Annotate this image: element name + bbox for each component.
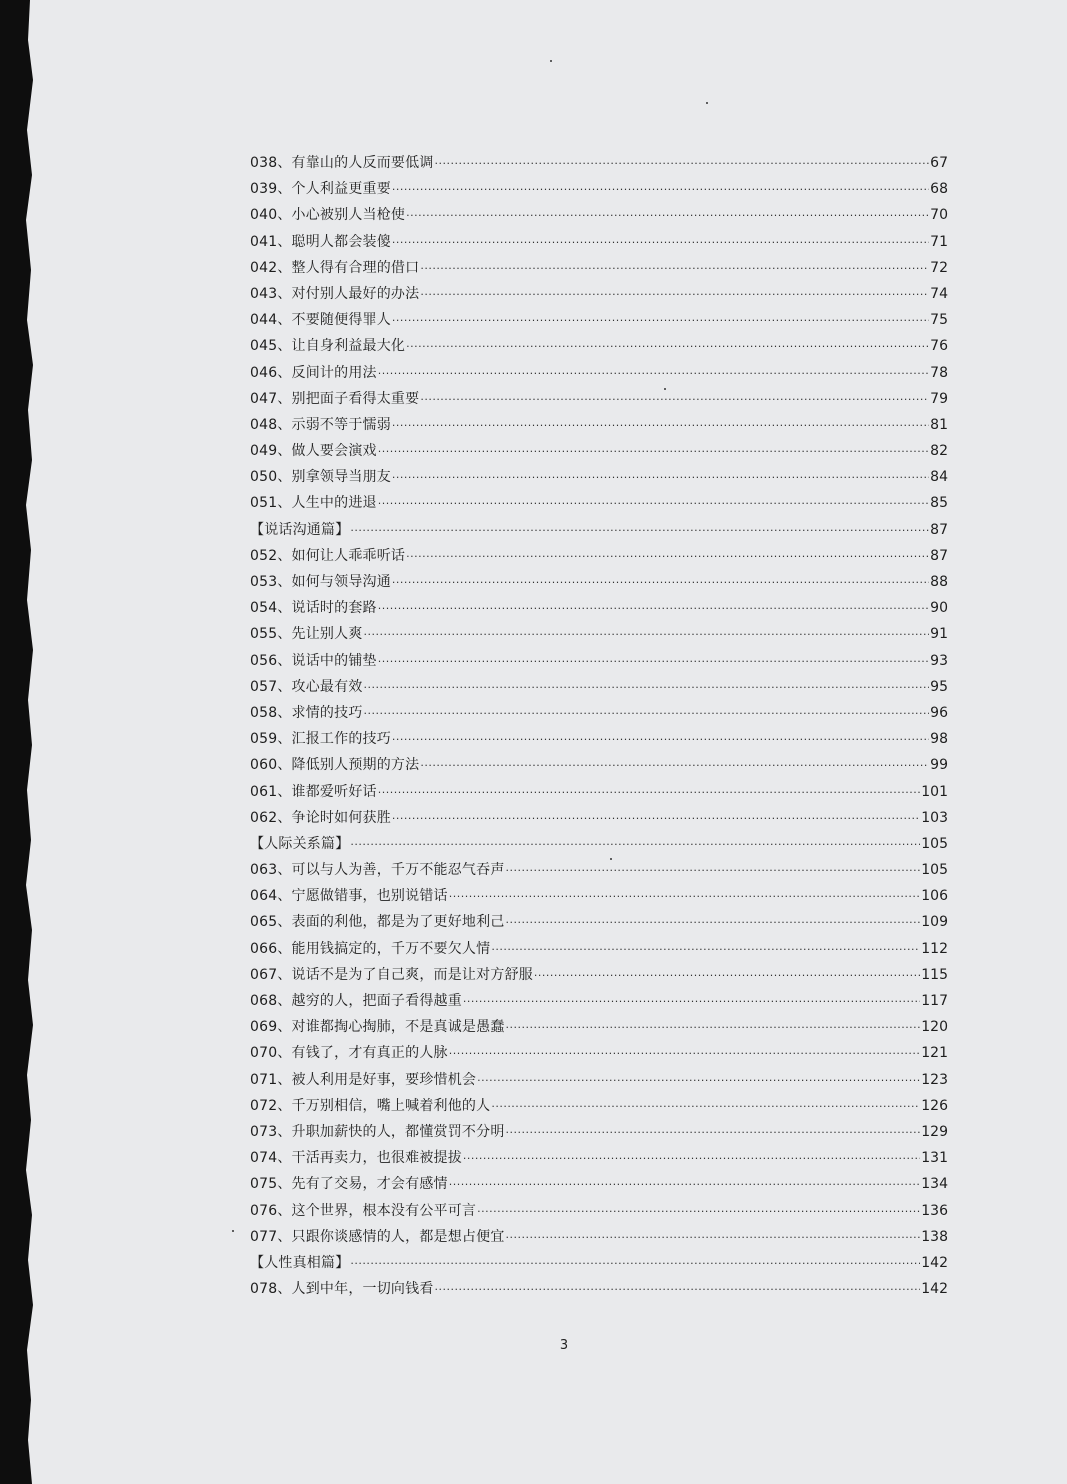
toc-entry-page: 75 [930,312,948,329]
toc-dot-leader [406,340,929,353]
toc-dot-leader [378,497,929,510]
toc-entry-title: 066、能用钱搞定的，千万不要欠人情 [250,940,491,957]
toc-entry [250,178,948,204]
toc-entry [250,1200,948,1226]
toc-dot-leader [378,602,929,615]
document-page [24,0,1067,1484]
toc-dot-leader [420,288,929,301]
toc-entry-title: 040、小心被别人当枪使 [250,207,406,224]
toc-dot-leader [449,890,921,903]
toc-entry-page: 117 [921,993,948,1009]
toc-dot-leader [449,1047,921,1060]
toc-entry-title: 042、整人得有合理的借口 [250,259,420,276]
toc-dot-leader [406,550,929,563]
toc-entry [250,231,948,257]
toc-entry [250,1042,948,1068]
toc-dot-leader [506,1021,921,1034]
toc-entry-page: 93 [930,652,948,669]
toc-entry-title: 062、争论时如何获胜 [250,809,391,826]
toc-entry-page: 68 [930,181,948,198]
toc-dot-leader [463,995,920,1008]
toc-entry [250,283,948,309]
toc-entry-title: 064、宁愿做错事，也别说错话 [250,888,448,905]
toc-dot-leader [406,209,929,222]
toc-entry [250,388,948,414]
toc-entry-title: 072、千万别相信，嘴上喊着利他的人 [250,1097,491,1114]
toc-dot-leader [506,916,921,929]
toc-entry-title: 063、可以与人为善，千万不能忍气吞声 [250,862,505,879]
toc-entry-title: 048、示弱不等于懦弱 [250,416,391,433]
toc-entry-title: 070、有钱了，才有真正的人脉 [250,1045,448,1062]
toc-entry-page: 84 [930,469,948,486]
toc-entry [250,676,948,702]
toc-entry [250,440,948,466]
toc-dot-leader [477,1074,920,1087]
toc-entry [250,807,948,833]
toc-entry-page: 87 [930,521,948,538]
toc-entry-title: 068、越穷的人，把面子看得越重 [250,993,462,1009]
toc-dot-leader [477,1205,920,1218]
toc-entry-page: 76 [930,338,948,355]
toc-entry-page: 90 [930,600,948,617]
toc-entry-page: 109 [921,914,948,931]
toc-entry-title: 045、让自身利益最大化 [250,338,406,355]
toc-entry [250,1252,948,1278]
toc-dot-leader [350,1257,920,1270]
toc-entry-title: 075、先有了交易，才会有感情 [250,1176,448,1193]
toc-entry [250,990,948,1016]
toc-entry-title: 044、不要随便得罪人 [250,312,391,329]
toc-entry-page: 129 [921,1123,948,1140]
toc-entry-title: 076、这个世界，根本没有公平可言 [250,1202,477,1219]
toc-entry-title: 058、求情的技巧 [250,704,363,721]
toc-dot-leader [506,1126,921,1139]
toc-entry-page: 82 [930,443,948,460]
toc-entry-title: 043、对付别人最好的办法 [250,285,420,302]
toc-entry-page: 87 [930,547,948,564]
toc-entry-title: 【说话沟通篇】 [250,521,350,538]
toc-dot-leader [506,1231,921,1244]
table-of-contents [250,152,948,1304]
toc-dot-leader [392,576,929,589]
toc-entry-title: 069、对谁都掏心掏肺，不是真诚是愚蠢 [250,1019,505,1036]
toc-entry-title: 051、人生中的进退 [250,495,377,512]
toc-entry-page: 121 [921,1045,948,1062]
toc-dot-leader [392,183,929,196]
toc-entry [250,938,948,964]
toc-entry-page: 126 [921,1097,948,1114]
toc-dot-leader [506,864,921,877]
toc-entry-title: 038、有靠山的人反而要低调 [250,155,434,171]
toc-entry-page: 120 [921,1019,948,1036]
toc-dot-leader [449,1178,921,1191]
toc-entry [250,1226,948,1252]
toc-dot-leader [392,419,929,432]
toc-entry [250,859,948,885]
toc-entry-page: 138 [921,1228,948,1245]
toc-entry-page: 71 [930,233,948,250]
toc-entry [250,335,948,361]
toc-dot-leader [378,655,929,668]
toc-dot-leader [350,838,920,851]
toc-dot-leader [378,786,921,799]
toc-entry-title: 061、谁都爱听好话 [250,783,377,800]
toc-dot-leader [364,707,930,720]
toc-entry [250,492,948,518]
toc-entry-title: 052、如何让人乖乖听话 [250,547,406,564]
toc-entry-page: 112 [921,940,948,957]
toc-entry-page: 105 [921,835,948,852]
toc-entry-title: 074、干活再卖力，也很难被提拔 [250,1150,462,1167]
toc-entry [250,911,948,937]
toc-entry-page: 95 [930,678,948,695]
toc-entry-page: 142 [921,1281,948,1298]
toc-entry-page: 131 [921,1150,948,1167]
toc-entry-page: 70 [930,207,948,224]
toc-entry [250,519,948,545]
toc-entry-page: 67 [930,155,948,171]
toc-dot-leader [491,943,920,956]
toc-entry-page: 142 [921,1254,948,1271]
toc-entry-page: 88 [930,574,948,590]
toc-entry-title: 065、表面的利他，都是为了更好地利己 [250,914,505,931]
toc-dot-leader [392,812,920,825]
toc-dot-leader [392,733,929,746]
toc-entry-title: 077、只跟你谈感情的人，都是想占便宜 [250,1228,505,1245]
toc-entry-title: 【人际关系篇】 [250,835,350,852]
toc-entry [250,781,948,807]
toc-entry-title: 039、个人利益更重要 [250,181,391,198]
toc-entry [250,1173,948,1199]
toc-entry-page: 98 [930,731,948,748]
toc-entry-page: 85 [930,495,948,512]
toc-entry-title: 054、说话时的套路 [250,600,377,617]
toc-entry [250,1069,948,1095]
toc-dot-leader [435,1283,921,1296]
toc-dot-leader [392,236,929,249]
page-number: 3 [559,1338,569,1353]
toc-entry [250,257,948,283]
toc-entry [250,964,948,990]
toc-entry [250,1278,948,1304]
toc-entry-title: 060、降低别人预期的方法 [250,757,420,774]
toc-entry-title: 【人性真相篇】 [250,1254,350,1271]
toc-entry [250,885,948,911]
toc-dot-leader [435,157,930,170]
toc-entry-title: 047、别把面子看得太重要 [250,390,420,407]
toc-entry-title: 073、升职加薪快的人，都懂赏罚不分明 [250,1123,505,1140]
toc-entry-title: 057、攻心最有效 [250,678,363,695]
toc-dot-leader [463,1152,920,1165]
toc-entry-page: 79 [930,390,948,407]
toc-entry-page: 134 [921,1176,948,1193]
torn-paper-edge [24,0,64,1484]
toc-dot-leader [420,393,929,406]
toc-entry-page: 101 [921,783,948,800]
toc-entry-title: 053、如何与领导沟通 [250,574,391,590]
toc-entry-page: 103 [921,809,948,826]
toc-dot-leader [392,314,929,327]
toc-entry [250,466,948,492]
paper-speck [550,60,552,62]
toc-entry [250,204,948,230]
paper-speck [232,1230,234,1232]
toc-dot-leader [420,262,929,275]
toc-entry-title: 059、汇报工作的技巧 [250,731,391,748]
toc-entry-title: 055、先让别人爽 [250,626,363,643]
toc-entry-page: 105 [921,862,948,879]
toc-dot-leader [378,445,929,458]
toc-dot-leader [420,759,929,772]
toc-entry-title: 071、被人利用是好事，要珍惜机会 [250,1071,477,1088]
toc-dot-leader [534,969,920,982]
toc-entry [250,571,948,597]
toc-dot-leader [378,367,929,380]
toc-entry-page: 91 [930,626,948,643]
toc-entry [250,597,948,623]
toc-entry [250,545,948,571]
toc-entry-page: 123 [921,1071,948,1088]
toc-entry-page: 115 [921,966,948,983]
toc-entry [250,1016,948,1042]
toc-entry [250,362,948,388]
toc-entry [250,754,948,780]
toc-entry-page: 81 [930,416,948,433]
toc-dot-leader [350,524,929,537]
toc-entry-title: 078、人到中年，一切向钱看 [250,1281,434,1298]
toc-entry [250,728,948,754]
toc-entry-page: 78 [930,364,948,381]
toc-entry-page: 136 [921,1202,948,1219]
toc-entry-page: 96 [930,704,948,721]
toc-entry [250,309,948,335]
toc-entry-page: 99 [930,757,948,774]
toc-entry [250,833,948,859]
toc-entry [250,1095,948,1121]
toc-entry-title: 056、说话中的铺垫 [250,652,377,669]
toc-entry [250,1121,948,1147]
toc-entry [250,702,948,728]
paper-speck [706,102,708,104]
toc-entry-title: 067、说话不是为了自己爽，而是让对方舒服 [250,966,533,983]
toc-entry-title: 041、聪明人都会装傻 [250,233,391,250]
toc-entry-title: 049、做人要会演戏 [250,443,377,460]
toc-dot-leader [491,1100,920,1113]
toc-entry [250,623,948,649]
toc-entry [250,152,948,178]
toc-entry-page: 74 [930,285,948,302]
toc-dot-leader [364,681,930,694]
toc-entry [250,414,948,440]
toc-entry [250,1147,948,1173]
toc-dot-leader [364,628,930,641]
toc-entry-page: 106 [921,888,948,905]
toc-entry [250,650,948,676]
toc-dot-leader [392,471,929,484]
toc-entry-title: 050、别拿领导当朋友 [250,469,391,486]
toc-entry-title: 046、反间计的用法 [250,364,377,381]
toc-entry-page: 72 [930,259,948,276]
